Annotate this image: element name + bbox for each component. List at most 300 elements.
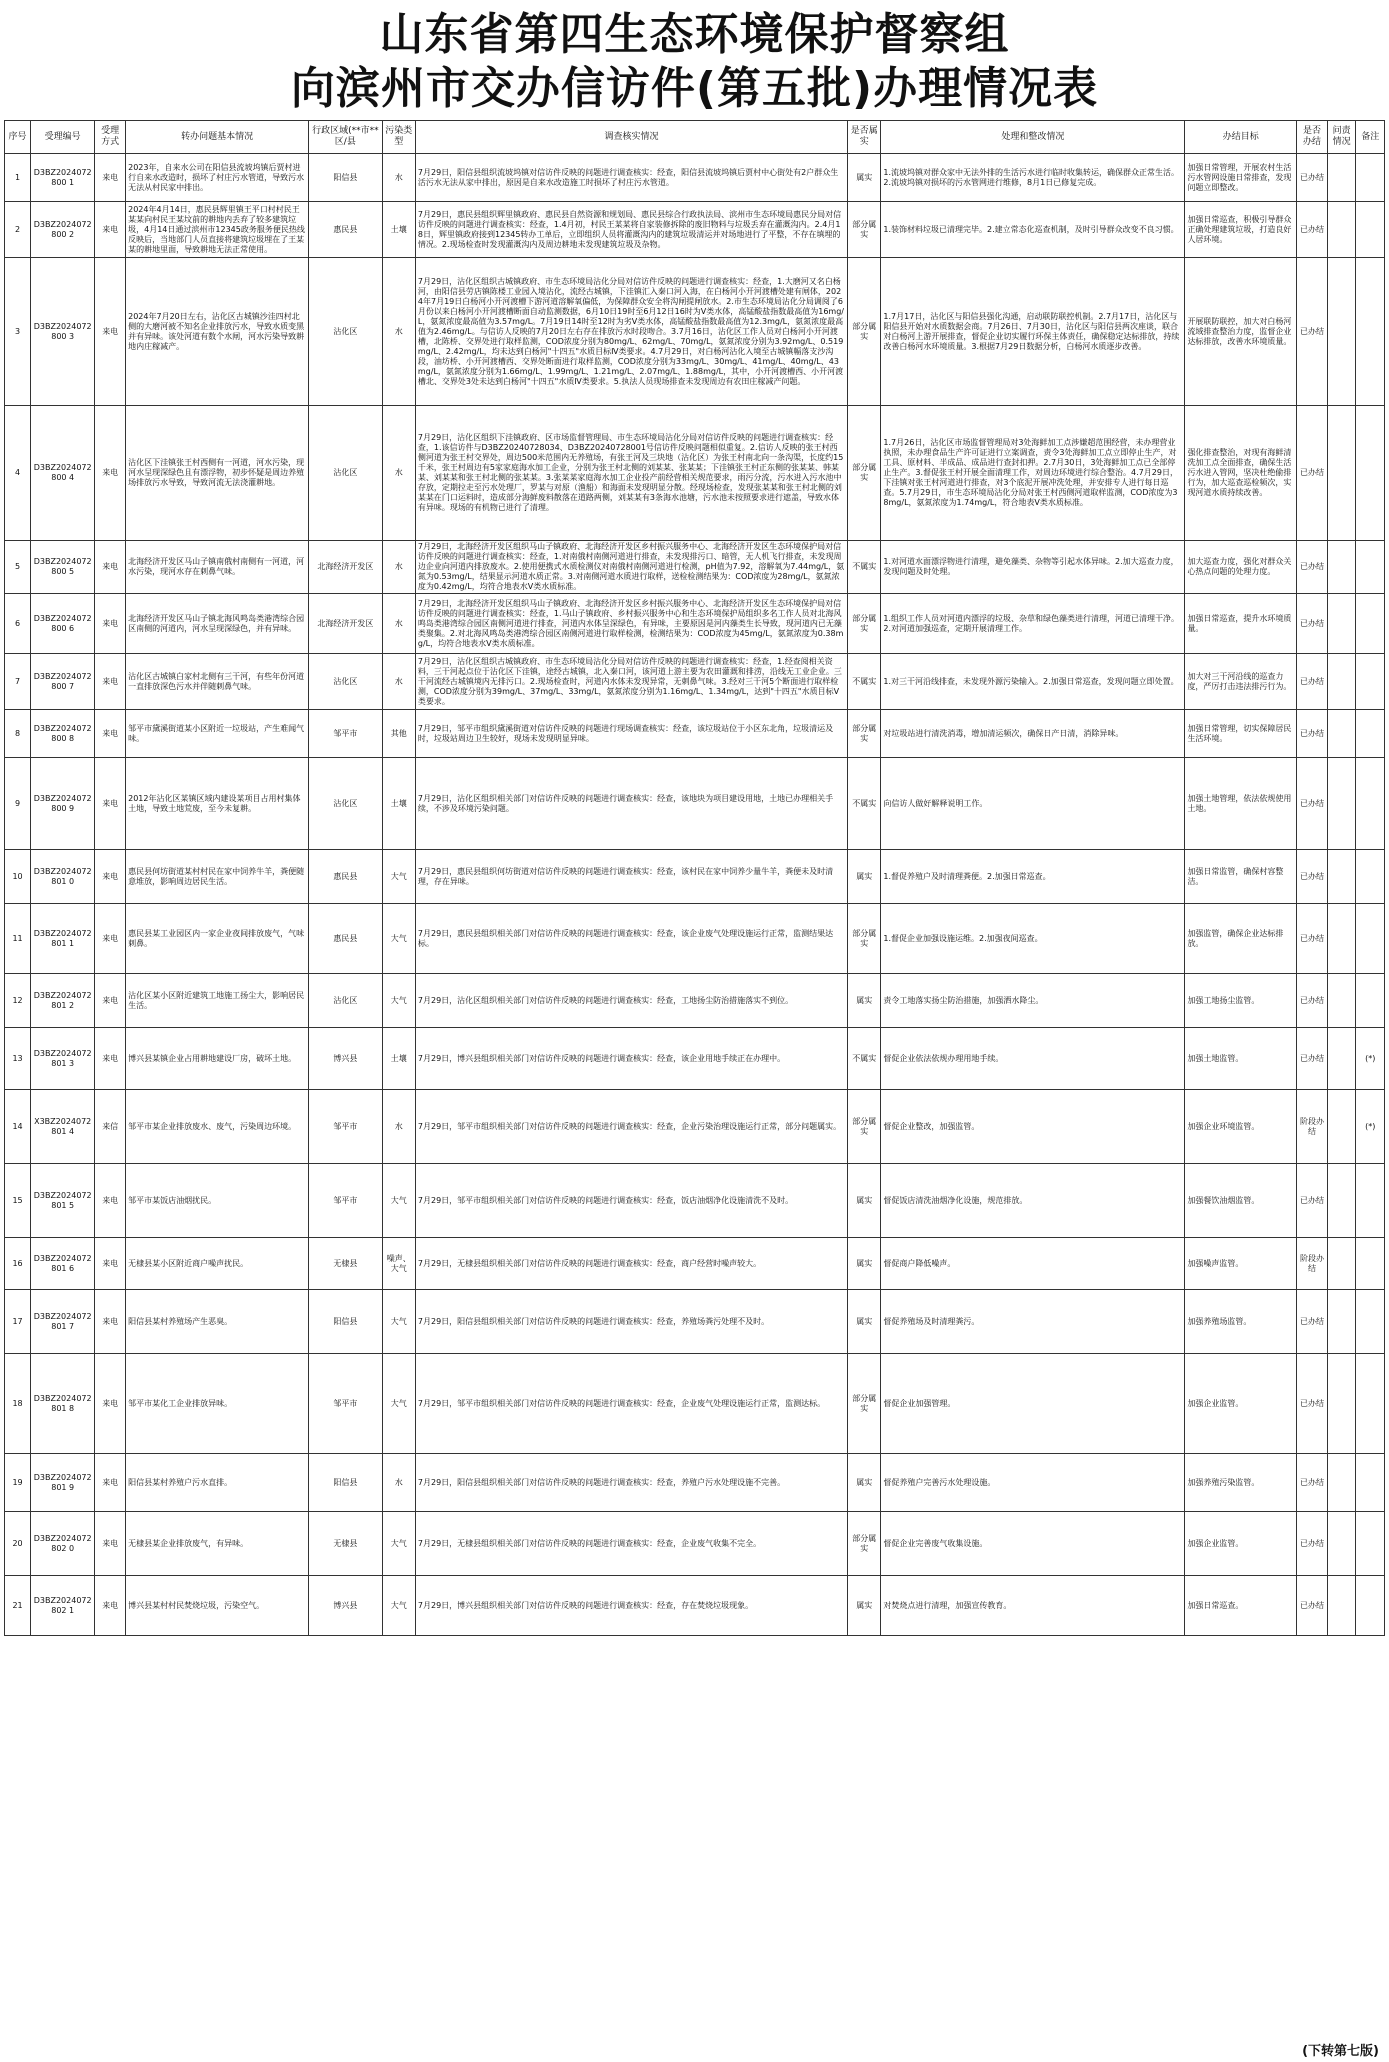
cell-no: 8 (5, 710, 31, 758)
cell-acc (1327, 541, 1356, 594)
cell-area: 阳信县 (309, 1454, 383, 1512)
cell-target: 加强日常管理，切实保障居民生活环境。 (1185, 710, 1297, 758)
cell-code: X3BZ2024072801 4 (31, 1090, 95, 1164)
cell-handle: 1.对河道水面漂浮物进行清理，避免藻类、杂物等引起水体异味。2.加大巡查力度，发现问题及时处理。 (881, 541, 1185, 594)
cell-true: 属实 (848, 1454, 881, 1512)
cell-area: 邹平市 (309, 1354, 383, 1454)
cell-type: 水 (382, 654, 415, 710)
cell-acc (1327, 1164, 1356, 1238)
cell-note (1356, 974, 1385, 1028)
cell-no: 18 (5, 1354, 31, 1454)
cell-target: 加强养殖场监管。 (1185, 1290, 1297, 1354)
table-row (5, 154, 1385, 202)
header-cell: 调查核实情况 (415, 121, 847, 154)
cell-target: 加强噪声监管。 (1185, 1238, 1297, 1290)
cell-note (1356, 710, 1385, 758)
cell-type: 水 (382, 1454, 415, 1512)
cell-way: 来电 (95, 1028, 126, 1090)
cell-no: 19 (5, 1454, 31, 1512)
cell-note (1356, 202, 1385, 258)
cell-no: 1 (5, 154, 31, 202)
cell-way: 来电 (95, 654, 126, 710)
cell-done: 已办结 (1297, 1028, 1328, 1090)
cell-note: (*) (1356, 1028, 1385, 1090)
cell-area: 邹平市 (309, 710, 383, 758)
cell-basic: 无棣县某企业排放废气，有异味。 (126, 1512, 309, 1576)
cell-no: 16 (5, 1238, 31, 1290)
cell-done: 已办结 (1297, 974, 1328, 1028)
cell-target: 强化排查整治，对现有海鲜清洗加工点全面排查，确保生活污水进入管网，坚决杜绝偷排行为，加大巡查巡检频次，实现河道水质持续改善。 (1185, 406, 1297, 541)
cell-type: 大气 (382, 904, 415, 974)
cell-type: 水 (382, 541, 415, 594)
cell-survey: 7月29日，邹平市组织相关部门对信访件反映的问题进行调查核实：经查，企业污染治理设施运行正常，部分问题属实。 (415, 1090, 847, 1164)
cell-true: 部分属实 (848, 1354, 881, 1454)
cell-code: D3BZ2024072802 1 (31, 1576, 95, 1636)
cell-area: 沾化区 (309, 258, 383, 406)
cell-type: 大气 (382, 1354, 415, 1454)
header-cell: 转办问题基本情况 (126, 121, 309, 154)
cell-code: D3BZ2024072800 4 (31, 406, 95, 541)
cell-way: 来电 (95, 1576, 126, 1636)
cell-acc (1327, 710, 1356, 758)
cell-done: 已办结 (1297, 1354, 1328, 1454)
cell-acc (1327, 154, 1356, 202)
cell-type: 水 (382, 406, 415, 541)
cell-done: 阶段办结 (1297, 1238, 1328, 1290)
cell-done: 已办结 (1297, 541, 1328, 594)
table-row (5, 1512, 1385, 1576)
cell-way: 来电 (95, 1290, 126, 1354)
cell-acc (1327, 1238, 1356, 1290)
cell-code: D3BZ2024072800 5 (31, 541, 95, 594)
cell-code: D3BZ2024072800 6 (31, 594, 95, 654)
cell-way: 来信 (95, 1090, 126, 1164)
cell-target: 加强企业监管。 (1185, 1512, 1297, 1576)
cell-survey: 7月29日，邹平市组织相关部门对信访件反映的问题进行调查核实：经查，企业废气处理设施运行正常，监测达标。 (415, 1354, 847, 1454)
cell-note (1356, 1454, 1385, 1512)
continued-note: (下转第七版) (1302, 2044, 1379, 2059)
cell-code: D3BZ2024072801 8 (31, 1354, 95, 1454)
table-row (5, 1164, 1385, 1238)
page-title (0, 0, 1389, 116)
cell-note (1356, 258, 1385, 406)
cell-note (1356, 406, 1385, 541)
cell-handle: 1.装饰材料垃圾已清理完毕。2.建立常态化巡查机制，及时引导群众改变不良习惯。 (881, 202, 1185, 258)
cell-code: D3BZ2024072800 9 (31, 758, 95, 850)
cell-true: 不属实 (848, 758, 881, 850)
cell-type: 大气 (382, 1576, 415, 1636)
cell-done: 已办结 (1297, 654, 1328, 710)
table-body (5, 154, 1385, 1636)
cell-code: D3BZ2024072801 1 (31, 904, 95, 974)
cell-survey: 7月29日，沾化区组织相关部门对信访件反映的问题进行调查核实：经查，工地扬尘防治措施落实不到位。 (415, 974, 847, 1028)
cell-true: 属实 (848, 974, 881, 1028)
cell-acc (1327, 202, 1356, 258)
cell-survey: 7月29日，惠民县组织相关部门对信访件反映的问题进行调查核实：经查，该企业废气处理设施运行正常，监测结果达标。 (415, 904, 847, 974)
cell-handle: 1.督促养殖户及时清理粪便。2.加强日常巡查。 (881, 850, 1185, 904)
cell-true: 部分属实 (848, 1512, 881, 1576)
header-cell: 污染类型 (382, 121, 415, 154)
cell-target: 加强土地管理，依法依规使用土地。 (1185, 758, 1297, 850)
table-row (5, 654, 1385, 710)
table-row (5, 202, 1385, 258)
cell-area: 惠民县 (309, 850, 383, 904)
cell-true: 属实 (848, 1164, 881, 1238)
header-cell: 备注 (1356, 121, 1385, 154)
table-row (5, 1028, 1385, 1090)
cell-note (1356, 850, 1385, 904)
cell-area: 邹平市 (309, 1090, 383, 1164)
cell-handle: 督促企业整改，加强监管。 (881, 1090, 1185, 1164)
cell-note (1356, 541, 1385, 594)
header-cell: 办结目标 (1185, 121, 1297, 154)
cell-code: D3BZ2024072800 8 (31, 710, 95, 758)
cell-acc (1327, 406, 1356, 541)
table-row (5, 406, 1385, 541)
cell-acc (1327, 974, 1356, 1028)
cell-code: D3BZ2024072801 9 (31, 1454, 95, 1512)
cell-target: 加强日常巡查，提升水环境质量。 (1185, 594, 1297, 654)
cell-no: 21 (5, 1576, 31, 1636)
cell-survey: 7月29日，无棣县组织相关部门对信访件反映的问题进行调查核实：经查，商户经营时噪声较大。 (415, 1238, 847, 1290)
cell-note (1356, 654, 1385, 710)
header-cell: 受理编号 (31, 121, 95, 154)
cell-target: 开展联防联控，加大对白杨河流域排查整治力度，监督企业达标排放，改善水环境质量。 (1185, 258, 1297, 406)
cell-acc (1327, 904, 1356, 974)
cell-note: (*) (1356, 1090, 1385, 1164)
cell-area: 沾化区 (309, 974, 383, 1028)
cell-survey: 7月29日，惠民县组织何坊街道对信访件反映的问题进行调查核实：经查，该村民在家中饲养少量牛羊，粪便未及时清理，存在异味。 (415, 850, 847, 904)
cell-survey: 7月29日，无棣县组织相关部门对信访件反映的问题进行调查核实：经查，企业废气收集不完全。 (415, 1512, 847, 1576)
table-header-row (5, 121, 1385, 154)
cell-way: 来电 (95, 202, 126, 258)
cell-basic: 惠民县何坊街道某村村民在家中饲养牛羊，粪便随意堆放，影响周边居民生活。 (126, 850, 309, 904)
cell-survey: 7月29日，阳信县组织流坡坞镇对信访件反映的问题进行调查核实：经查，阳信县流坡坞镇后贾村中心街处有2户群众生活污水无法从家中排出，原因是自来水改造施工时损坏了村庄污水管道。 (415, 154, 847, 202)
cell-note (1356, 594, 1385, 654)
cell-handle: 1.流坡坞镇对群众家中无法外排的生活污水进行临时收集转运，确保群众正常生活。2.流坡坞镇对损坏的污水管网进行维修，8月1日已修复完成。 (881, 154, 1185, 202)
cell-true: 部分属实 (848, 904, 881, 974)
cell-survey: 7月29日，沾化区组织古城镇政府、市生态环境局沾化分局对信访件反映的问题进行调查核实：经查，1.经查阅相关资料，三干河起点位于沾化区下洼镇，途经古城镇，北入秦口河，该河道上游主要为农田灌溉和排涝，沿线无工业企业。三干河流经古城镇境内无排污口。2.现场检查时，河道内水体未发现异常，无刺鼻气味。3.经对三干河5个断面进行取样检测，COD浓度分别为39mg/L、37mg/L、33mg/L，氨氮浓度分别为1.16mg/L、1.34mg/L，达到"十四五"水质目标Ⅴ类要求。 (415, 654, 847, 710)
cell-basic: 博兴县某镇企业占用耕地建设厂房，破坏土地。 (126, 1028, 309, 1090)
header-cell: 问责情况 (1327, 121, 1356, 154)
cell-code: D3BZ2024072801 2 (31, 974, 95, 1028)
cell-type: 土壤 (382, 758, 415, 850)
cell-no: 3 (5, 258, 31, 406)
cell-survey: 7月29日，北海经济开发区组织马山子镇政府、北海经济开发区乡村振兴服务中心、北海经济开发区生态环境保护局对信访件反映的问题进行调查核实：经查，1.马山子镇政府、乡村振兴服务中心和生态环境保护局组织多名工作人员对北海风鸣岛类港湾综合园区南侧河道进行排查，河道内水体呈深绿色，有异味，主要原因是河内藻类生长导致，现河道内已无藻类聚集。2.对北海风鸣岛类港湾综合园区南侧河道进行取样检测，检测结果为：COD浓度为45mg/L，氨氮浓度为0.38mg/L，均符合地表水Ⅴ类水质标准。 (415, 594, 847, 654)
cell-target: 加强企业环境监管。 (1185, 1090, 1297, 1164)
cell-true: 不属实 (848, 654, 881, 710)
cell-handle: 1.督促企业加强设施运维。2.加强夜间巡查。 (881, 904, 1185, 974)
cell-acc (1327, 1290, 1356, 1354)
cell-handle: 1.7月26日，沾化区市场监督管理局对3处海鲜加工点涉嫌超范围经营，未办理营业执照，未办理食品生产许可证进行立案调查，责令3处海鲜加工点立即停止生产，对工具、原材料、半成品、成品进行查封扣押。2.7月30日，3处海鲜加工点已全部停止生产。3.督促张王村开展全面清理工作，对周边环境进行综合整治。4.7月29日，下洼镇对张王村河道进行排查，对3个底泥开展冲洗处理，并安排专人进行每日巡查。5.7月29日，市生态环境局沾化分局对张王村西侧河道取样监测，COD浓度为38mg/L，氨氮浓度为1.74mg/L，符合地表Ⅴ类水质标准。 (881, 406, 1185, 541)
cell-true: 属实 (848, 1238, 881, 1290)
cell-basic: 邹平市某化工企业排放异味。 (126, 1354, 309, 1454)
cell-way: 来电 (95, 1164, 126, 1238)
cell-code: D3BZ2024072800 7 (31, 654, 95, 710)
cell-area: 阳信县 (309, 154, 383, 202)
cell-basic: 2012年沾化区某镇区域内建设某项目占用村集体土地，导致土地荒废，至今未复耕。 (126, 758, 309, 850)
cell-basic: 北海经济开发区马山子镇北海风鸣岛类港湾综合园区南侧的河道内，河水呈现深绿色，并有异味。 (126, 594, 309, 654)
cell-true: 属实 (848, 850, 881, 904)
cell-target: 加强工地扬尘监管。 (1185, 974, 1297, 1028)
cell-target: 加强企业监管。 (1185, 1354, 1297, 1454)
cell-handle: 督促企业完善废气收集设施。 (881, 1512, 1185, 1576)
cell-code: D3BZ2024072801 7 (31, 1290, 95, 1354)
cell-type: 土壤 (382, 1028, 415, 1090)
cell-handle: 1.7月17日，沾化区与阳信县强化沟通，启动联防联控机制。2.7月17日，沾化区与阳信县开始对水质数据会商。7月26日、7月30日，沾化区与阳信县两次座谈，联合对白杨河上游开展排查，督促企业切实履行环保主体责任，确保稳定达标排放，持续改善白杨河水环境质量。3.根据7月29日数据分析，白杨河水质逐步改善。 (881, 258, 1185, 406)
cell-target: 加强日常巡查。 (1185, 1576, 1297, 1636)
cell-basic: 阳信县某村养殖户污水直排。 (126, 1454, 309, 1512)
cell-true: 不属实 (848, 1028, 881, 1090)
cell-no: 10 (5, 850, 31, 904)
cell-done: 已办结 (1297, 1454, 1328, 1512)
cell-area: 邹平市 (309, 1164, 383, 1238)
table-row (5, 258, 1385, 406)
cell-handle: 督促饭店清洗油烟净化设施，规范排放。 (881, 1164, 1185, 1238)
cell-way: 来电 (95, 406, 126, 541)
cell-way: 来电 (95, 710, 126, 758)
cell-no: 2 (5, 202, 31, 258)
cell-true: 属实 (848, 1576, 881, 1636)
cell-done: 已办结 (1297, 758, 1328, 850)
cell-acc (1327, 1512, 1356, 1576)
cell-basic: 惠民县某工业园区内一家企业夜间排放废气，气味刺鼻。 (126, 904, 309, 974)
cell-basic: 2024年7月20日左右，沾化区古城镇沙洼四村北侧的大磨河被不知名企业排放污水，导致水质变黑并有异味。该处河道有数个水闸，河水污染导致耕地内庄稼减产。 (126, 258, 309, 406)
cell-no: 7 (5, 654, 31, 710)
cell-basic: 北海经济开发区马山子镇南俄村南侧有一河道，河水污染，现河水存在刺鼻气味。 (126, 541, 309, 594)
cell-true: 属实 (848, 1290, 881, 1354)
cell-handle: 对垃圾站进行清洗消毒，增加清运频次，确保日产日清，消除异味。 (881, 710, 1185, 758)
cell-basic: 博兴县某村村民焚烧垃圾，污染空气。 (126, 1576, 309, 1636)
table-row (5, 758, 1385, 850)
cell-target: 加强日常监管，确保村容整洁。 (1185, 850, 1297, 904)
cell-acc (1327, 594, 1356, 654)
cell-target: 加强土地监管。 (1185, 1028, 1297, 1090)
cell-area: 北海经济开发区 (309, 594, 383, 654)
cell-area: 沾化区 (309, 406, 383, 541)
cell-done: 已办结 (1297, 1164, 1328, 1238)
cell-done: 已办结 (1297, 710, 1328, 758)
cell-done: 已办结 (1297, 202, 1328, 258)
cell-survey: 7月29日，阳信县组织相关部门对信访件反映的问题进行调查核实：经查，养殖户污水处理设施不完善。 (415, 1454, 847, 1512)
cell-area: 沾化区 (309, 758, 383, 850)
cell-handle: 1.组织工作人员对河道内漂浮的垃圾、杂草和绿色藻类进行清理，河道已清理干净。2.对河道加强巡查，定期开展清理工作。 (881, 594, 1185, 654)
cell-basic: 阳信县某村养殖场产生恶臭。 (126, 1290, 309, 1354)
cell-code: D3BZ2024072800 1 (31, 154, 95, 202)
cell-basic: 2023年，自来水公司在阳信县流坡坞镇后贾村进行自来水改造时，损坏了村庄污水管道，导致污水无法从村民家中排出。 (126, 154, 309, 202)
cell-note (1356, 154, 1385, 202)
cell-acc (1327, 758, 1356, 850)
cell-no: 12 (5, 974, 31, 1028)
cell-basic: 邹平市黛溪街道某小区附近一垃圾站，产生难闻气味。 (126, 710, 309, 758)
cell-done: 阶段办结 (1297, 1090, 1328, 1164)
cell-handle: 督促企业加强管理。 (881, 1354, 1185, 1454)
cell-target: 加强监管，确保企业达标排放。 (1185, 904, 1297, 974)
cell-survey: 7月29日，博兴县组织相关部门对信访件反映的问题进行调查核实：经查，存在焚烧垃圾现象。 (415, 1576, 847, 1636)
cell-type: 大气 (382, 1512, 415, 1576)
cell-done: 已办结 (1297, 258, 1328, 406)
cell-code: D3BZ2024072800 2 (31, 202, 95, 258)
cell-survey: 7月29日，北海经济开发区组织马山子镇政府、北海经济开发区乡村振兴服务中心、北海经济开发区生态环境保护局对信访件反映的问题进行调查核实：经查，1.对南俄村南侧河道进行排查，未发现排污口、暗管，无人机飞行排查，未发现周边企业向河道内排放废水。2.使用便携式水质检测仪对南俄村南侧河道进行检测，pH值为7.92，溶解氧为7.44mg/L，氨氮为0.53mg/L，结果显示河道水质正常。3.对南侧河道水质进行取样，送检检测结果为：COD浓度为28mg/L，氨氮浓度为0.42mg/L，均符合地表水Ⅴ类水质标准。 (415, 541, 847, 594)
cell-note (1356, 1164, 1385, 1238)
cell-way: 来电 (95, 1454, 126, 1512)
cell-code: D3BZ2024072800 3 (31, 258, 95, 406)
cell-acc (1327, 850, 1356, 904)
cell-target: 加强养殖污染监管。 (1185, 1454, 1297, 1512)
cell-handle: 1.对三干河沿线排查，未发现外源污染输入。2.加强日常巡查，发现问题立即处置。 (881, 654, 1185, 710)
cell-basic: 沾化区古城镇白家村北侧有三干河，有些年份河道一直排放深色污水并伴随刺鼻气味。 (126, 654, 309, 710)
cell-code: D3BZ2024072801 6 (31, 1238, 95, 1290)
cell-type: 大气 (382, 1164, 415, 1238)
cell-target: 加大巡查力度，强化对群众关心热点问题的处理力度。 (1185, 541, 1297, 594)
cell-type: 土壤 (382, 202, 415, 258)
cell-no: 17 (5, 1290, 31, 1354)
table-row (5, 541, 1385, 594)
cell-acc (1327, 1090, 1356, 1164)
cell-no: 15 (5, 1164, 31, 1238)
cell-true: 部分属实 (848, 710, 881, 758)
cell-note (1356, 1512, 1385, 1576)
cell-way: 来电 (95, 1238, 126, 1290)
table-row (5, 1354, 1385, 1454)
cell-type: 水 (382, 1090, 415, 1164)
cell-type: 其他 (382, 710, 415, 758)
cell-note (1356, 1290, 1385, 1354)
cell-acc (1327, 1028, 1356, 1090)
cell-handle: 对焚烧点进行清理，加强宣传教育。 (881, 1576, 1185, 1636)
cell-note (1356, 1354, 1385, 1454)
cell-note (1356, 758, 1385, 850)
cell-way: 来电 (95, 904, 126, 974)
cell-type: 水 (382, 258, 415, 406)
cell-area: 无棣县 (309, 1512, 383, 1576)
table-row (5, 710, 1385, 758)
table-row (5, 1238, 1385, 1290)
cell-type: 噪声、大气 (382, 1238, 415, 1290)
cell-true: 部分属实 (848, 202, 881, 258)
cell-note (1356, 1238, 1385, 1290)
cell-handle: 责令工地落实扬尘防治措施，加强洒水降尘。 (881, 974, 1185, 1028)
cell-done: 已办结 (1297, 1512, 1328, 1576)
cell-true: 不属实 (848, 541, 881, 594)
cell-acc (1327, 1354, 1356, 1454)
cell-handle: 向信访人做好解释说明工作。 (881, 758, 1185, 850)
cell-no: 14 (5, 1090, 31, 1164)
cell-no: 6 (5, 594, 31, 654)
header-cell: 受理方式 (95, 121, 126, 154)
cell-acc (1327, 654, 1356, 710)
header-cell: 序号 (5, 121, 31, 154)
cell-done: 已办结 (1297, 1576, 1328, 1636)
cell-true: 部分属实 (848, 594, 881, 654)
cell-handle: 督促企业依法依规办理用地手续。 (881, 1028, 1185, 1090)
cell-type: 水 (382, 594, 415, 654)
header-cell: 是否属实 (848, 121, 881, 154)
cell-done: 已办结 (1297, 850, 1328, 904)
cell-way: 来电 (95, 154, 126, 202)
cell-type: 大气 (382, 974, 415, 1028)
header-cell: 行政区域(**市**区/县 (309, 121, 383, 154)
cell-code: D3BZ2024072801 3 (31, 1028, 95, 1090)
table-row (5, 1090, 1385, 1164)
cell-done: 已办结 (1297, 1290, 1328, 1354)
cell-done: 已办结 (1297, 904, 1328, 974)
cell-target: 加强日常管理，开展农村生活污水管网设施日常排查，发现问题立即整改。 (1185, 154, 1297, 202)
cell-true: 部分属实 (848, 406, 881, 541)
report-table (4, 120, 1385, 1636)
cell-handle: 督促养殖户完善污水处理设施。 (881, 1454, 1185, 1512)
header-cell: 是否办结 (1297, 121, 1328, 154)
table-row (5, 1290, 1385, 1354)
cell-type: 大气 (382, 850, 415, 904)
cell-area: 沾化区 (309, 654, 383, 710)
cell-no: 11 (5, 904, 31, 974)
cell-way: 来电 (95, 1354, 126, 1454)
table-row (5, 904, 1385, 974)
header-cell: 处理和整改情况 (881, 121, 1185, 154)
cell-no: 20 (5, 1512, 31, 1576)
cell-way: 来电 (95, 258, 126, 406)
cell-no: 13 (5, 1028, 31, 1090)
cell-survey: 7月29日，博兴县组织相关部门对信访件反映的问题进行调查核实：经查，该企业用地手续正在办理中。 (415, 1028, 847, 1090)
cell-no: 5 (5, 541, 31, 594)
cell-basic: 邹平市某企业排放废水、废气，污染周边环境。 (126, 1090, 309, 1164)
report-table-wrapper (4, 120, 1385, 1636)
cell-area: 博兴县 (309, 1576, 383, 1636)
cell-survey: 7月29日，邹平市组织黛溪街道对信访件反映的问题进行现场调查核实：经查，该垃圾站位于小区东北角，垃圾清运及时，垃圾站周边卫生较好，现场未发现明显异味。 (415, 710, 847, 758)
table-row (5, 1454, 1385, 1512)
cell-way: 来电 (95, 850, 126, 904)
cell-area: 博兴县 (309, 1028, 383, 1090)
cell-survey: 7月29日，沾化区组织下洼镇政府、区市场监督管理局、市生态环境局沾化分局对信访件反映的问题进行调查核实：经查，1.该信访件与D3BZ20240728034、D3BZ20240728001号信访件反映问题相似重复。2.信访人反映的张王村西侧河道为张王村交界处，周边500米范围内无养殖场，有张王河及三块地（沾化区）为张王村南北向一条沟渠，长度约15千米，张王村周边有5家家庭海水加工企业，分别为张王村北侧的刘某某、张某某；下洼镇张王村正东侧的张某某、韩某某、刘某某和张王村北侧的张某某。3.张某某家庭海水加工企业投产前经营相关规范要求，雨污分流，污水进入污水池中存放，定期拉走至污水处理厂，罗某与对原（渔船）和海面未发现明显分散。经现场检查，发现张某某和张王村北侧的刘某某在门口运料时，造成部分海鲜废料散落在道路两侧，刘某某有3条海水池塘，污水池未按照要求进行遮盖，导致水体有异味。现场的有机物已进行了清理。 (415, 406, 847, 541)
cell-area: 北海经济开发区 (309, 541, 383, 594)
cell-no: 4 (5, 406, 31, 541)
title-line-1: 山东省第四生态环境保护督察组 (379, 9, 1010, 60)
cell-way: 来电 (95, 594, 126, 654)
cell-basic: 2024年4月14日，惠民县辉里镇王平口村村民王某某向村民王某坟前的耕地内丢弃了较多建筑垃圾，4月14日通过滨州市12345政务服务便民热线反映后，当地部门人员直接将建筑垃圾埋在了王某某的耕地里面，导致耕地无法正常使用。 (126, 202, 309, 258)
cell-target: 加强餐饮油烟监管。 (1185, 1164, 1297, 1238)
table-row (5, 1576, 1385, 1636)
cell-acc (1327, 1454, 1356, 1512)
cell-acc (1327, 1576, 1356, 1636)
title-line-2: 向滨州市交办信访件(第五批)办理情况表 (290, 63, 1099, 114)
cell-acc (1327, 258, 1356, 406)
cell-note (1356, 904, 1385, 974)
cell-way: 来电 (95, 1512, 126, 1576)
cell-type: 大气 (382, 1290, 415, 1354)
cell-done: 已办结 (1297, 406, 1328, 541)
cell-no: 9 (5, 758, 31, 850)
table-row (5, 974, 1385, 1028)
cell-basic: 沾化区下洼镇张王村西侧有一河道，河水污染，现河水呈现深绿色且有漂浮物，初步怀疑是周边养殖场排放污水导致，导致河流无法浇灌耕地。 (126, 406, 309, 541)
cell-target: 加大对三干河沿线的巡查力度，严厉打击违法排污行为。 (1185, 654, 1297, 710)
cell-true: 部分属实 (848, 258, 881, 406)
cell-survey: 7月29日，邹平市组织相关部门对信访件反映的问题进行调查核实：经查，饭店油烟净化设施清洗不及时。 (415, 1164, 847, 1238)
cell-basic: 无棣县某小区附近商户噪声扰民。 (126, 1238, 309, 1290)
cell-code: D3BZ2024072801 5 (31, 1164, 95, 1238)
cell-survey: 7月29日，阳信县组织相关部门对信访件反映的问题进行调查核实：经查，养殖场粪污处理不及时。 (415, 1290, 847, 1354)
cell-target: 加强日常巡查，积极引导群众正确处理建筑垃圾，打造良好人居环境。 (1185, 202, 1297, 258)
cell-code: D3BZ2024072801 0 (31, 850, 95, 904)
table-row (5, 594, 1385, 654)
cell-area: 无棣县 (309, 1238, 383, 1290)
cell-area: 惠民县 (309, 202, 383, 258)
cell-basic: 邹平市某饭店油烟扰民。 (126, 1164, 309, 1238)
cell-way: 来电 (95, 974, 126, 1028)
cell-area: 阳信县 (309, 1290, 383, 1354)
cell-handle: 督促商户降低噪声。 (881, 1238, 1185, 1290)
cell-basic: 沾化区某小区附近建筑工地施工扬尘大，影响居民生活。 (126, 974, 309, 1028)
